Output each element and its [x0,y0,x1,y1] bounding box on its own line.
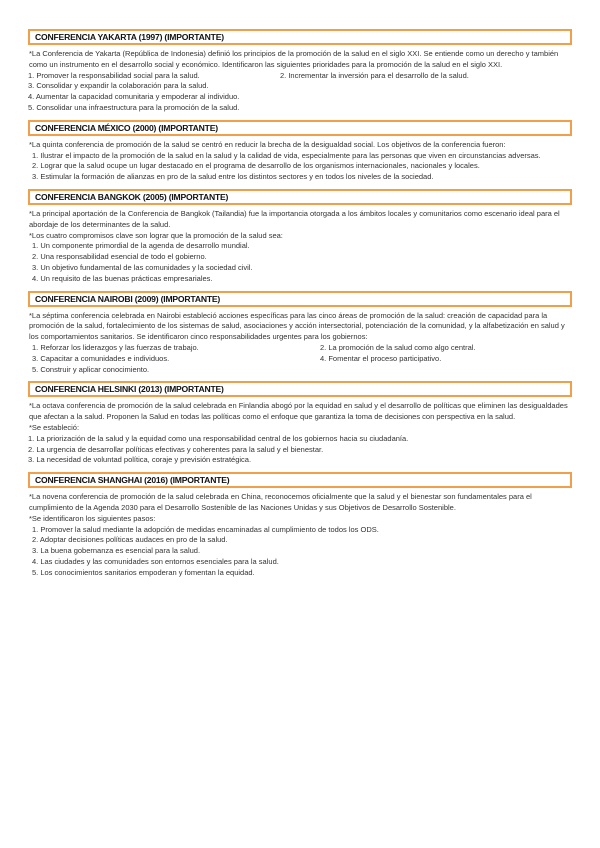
section-bangkok [28,189,572,285]
section-intro-secondary: *Los cuatro compromisos clave son lograr que la promoción de la salud sea: [29,230,283,240]
list-item: 4. Fomentar el proceso participativo. [320,353,442,363]
list-row [28,354,572,365]
section-intro-secondary: *Se identificaron los siguientes pasos: [29,513,156,523]
priority-list [28,71,572,114]
section-header: CONFERENCIA HELSINKI (2013) (IMPORTANTE) [28,381,572,397]
list-item: 4. Un requisito de las buenas prácticas empresariales. [32,273,213,283]
established-list [28,434,572,466]
list-item: 2. Lograr que la salud ocupe un lugar destacado en el programa de desarrollo de los organismos internacionales, nacionales y locales. [32,161,480,171]
list-item: 1. Ilustrar el impacto de la promoción de la salud en la salud y la calidad de vida, especialmente para las personas que viven en circunstancias adversas. [32,150,541,160]
section-header: CONFERENCIA BANGKOK (2005) (IMPORTANTE) [28,189,572,205]
list-item: 3. Un objetivo fundamental de las comunidades y la sociedad civil. [32,262,253,272]
list-item: 2. Incrementar la inversión para el desarrollo de la salud. [280,70,469,80]
list-item: 2. Adoptar decisiones políticas audaces en pro de la salud. [32,535,228,545]
list-item: 2. La urgencia de desarrollar políticas efectivas y coherentes para la salud y el bienestar. [28,444,324,454]
section-shanghai [28,472,572,578]
section-intro: *La séptima conferencia celebrada en Nairobi estableció acciones específicas para las cinco áreas de promoción de la salud: creación de capacidad para la promoción de la salud, fortalecimiento de los sistemas de salud, asociaciones y acción intersectorial, potenciación de la comunidad, y la alfabetización en salud y los comportamientos sanitarios. Se identificaron cinco responsabilidades urgentes para los gobiernos: [29,310,565,342]
section-intro: *La Conferencia de Yakarta (República de Indonesia) definió los principios de la promoción de la salud en el siglo XXI. Se entiende como un derecho y también como un instrumento en el desarrollo social y económico. Identificaron las siguientes prioridades para la promoción de la salud en el siglo XXI. [29,49,559,69]
section-header: CONFERENCIA MÉXICO (2000) (IMPORTANTE) [28,120,572,136]
section-yakarta [28,29,572,114]
list-item: 5. Los conocimientos sanitarios empoderan y fomentan la equidad. [32,567,255,577]
section-nairobi [28,291,572,376]
list-item: 1. La priorización de la salud y la equidad como una responsabilidad central de los gobiernos hacia su ciudadanía. [28,433,409,443]
list-item: 3. Consolidar y expandir la colaboración para la salud. [28,81,209,91]
section-header: CONFERENCIA NAIROBI (2009) (IMPORTANTE) [28,291,572,307]
list-item: 3. Estimular la formación de alianzas en pro de la salud entre los distintos sectores y en todos los niveles de la sociedad. [32,172,434,182]
list-item: 3. La necesidad de voluntad política, coraje y previsión estratégica. [28,455,252,465]
section-intro: *La quinta conferencia de promoción de la salud se centró en reducir la brecha de la desigualdad social. Los objetivos de la conferencia fueron: [29,139,506,149]
list-row [28,343,572,354]
section-mexico [28,120,572,183]
objectives-list [28,151,572,183]
list-item: 5. Construir y aplicar conocimiento. [32,364,150,374]
list-item: 3. La buena gobernanza es esencial para la salud. [32,546,201,556]
list-row [28,71,572,82]
list-item: 3. Capacitar a comunidades e individuos. [32,353,170,363]
section-header: CONFERENCIA SHANGHAI (2016) (IMPORTANTE) [28,472,572,488]
section-helsinki [28,381,572,466]
list-item: 1. Un componente primordial de la agenda de desarrollo mundial. [32,241,250,251]
section-intro: *La octava conferencia de promoción de la salud celebrada en Finlandia abogó por la equidad en salud y el desarrollo de políticas que eliminen las desigualdades que afectan a la salud. Proponen la Salud en todas las políticas como el enfoque que garantiza la toma de decisiones con perspectiva en la salud. [29,401,568,422]
list-item: 1. Reforzar los liderazgos y las fuerzas de trabajo. [32,342,199,352]
responsibilities-list [28,343,572,375]
list-item: 5. Consolidar una infraestructura para la promoción de la salud. [28,102,240,112]
steps-list [28,525,572,579]
section-intro-secondary: *Se estableció: [29,422,80,432]
list-item: 4. Aumentar la capacidad comunitaria y empoderar al individuo. [28,92,240,102]
section-intro: *La principal aportación de la Conferencia de Bangkok (Tailandia) fue la importancia otorgada a los ámbitos locales y comunitarios como escenario ideal para el abordaje de los determinantes de la salud. [29,208,560,229]
list-item: 4. Las ciudades y las comunidades son entornos esenciales para la salud. [32,556,279,566]
list-item: 1. Promover la responsabilidad social para la salud. [28,70,200,80]
section-header: CONFERENCIA YAKARTA (1997) (IMPORTANTE) [28,29,572,45]
section-intro: *La novena conferencia de promoción de la salud celebrada en China, reconocemos oficialmente que la salud y el bienestar son fundamentales para el cumplimiento de la Agenda 2030 para el Desarrollo Sostenible de las Naciones Unidas y sus Objetivos de Desarrollo Sostenible. [29,492,532,512]
list-item: 1. Promover la salud mediante la adopción de medidas encaminadas al cumplimiento de todos los ODS. [32,524,379,534]
list-item: 2. La promoción de la salud como algo central. [320,342,476,352]
list-item: 2. Una responsabilidad esencial de todo el gobierno. [32,252,207,262]
commitments-list [28,241,572,284]
